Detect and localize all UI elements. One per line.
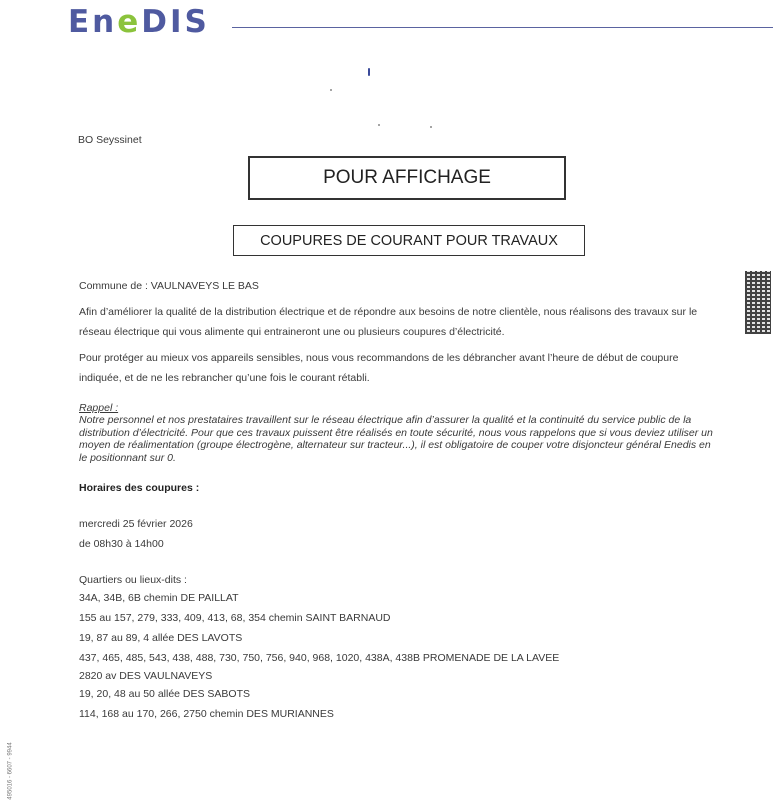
scan-speck — [330, 89, 332, 91]
enedis-logo — [68, 4, 210, 40]
logo-text-2: e — [117, 4, 142, 40]
list-item: 2820 av DES VAULNAVEYS — [79, 670, 213, 682]
quartiers-label: Quartiers ou lieux-dits : — [79, 574, 187, 586]
header-rule — [232, 27, 773, 28]
rappel-label: Rappel : — [79, 402, 119, 414]
outage-date: mercredi 25 février 2026 — [79, 518, 193, 530]
scan-speck — [378, 124, 380, 126]
page-title: POUR AFFICHAGE — [323, 167, 491, 188]
paragraph-protection: Pour protéger au mieux vos appareils sensibles, nous vous recommandons de les débrancher avant l’heure de début de coupure indiquée, et de ne les rebrancher qu’une fois le courant rétabli. — [79, 352, 679, 384]
side-reference-code: 495016 - 6607 - 9944 — [7, 742, 14, 800]
list-item: 114, 168 au 170, 266, 2750 chemin DES MURIANNES — [79, 708, 334, 720]
qr-code — [745, 271, 771, 334]
paragraph-intro: Afin d’améliorer la qualité de la distribution électrique et de répondre aux besoins de notre clientèle, nous réalisons des travaux sur le réseau électrique qui vous alimente qui entraineront une ou plusieurs coupures d’électricité. — [79, 306, 698, 338]
outage-time: de 08h30 à 14h00 — [79, 538, 164, 550]
logo-text-1: En — [68, 4, 118, 40]
list-item: 155 au 157, 279, 333, 409, 413, 68, 354 chemin SAINT BARNAUD — [79, 612, 391, 624]
scan-speck — [430, 126, 432, 128]
logo-text-3: DIS — [141, 4, 210, 40]
rappel-text: Notre personnel et nos prestataires travaillent sur le réseau électrique afin d’assurer la qualité et la continuité du service public de la distribution d’électricité. Pour que ces travaux puissent être réalisés en toute sécurité, nous vous rappelons que si vous deviez utiliser un moyen de réalimentation (groupe électrogène, alternateur sur tracteur...), il est obligatoire de couper votre disjoncteur général Enedis en le positionnant sur 0. — [79, 414, 713, 464]
office-name: BO Seyssinet — [78, 134, 142, 146]
commune: Commune de : VAULNAVEYS LE BAS — [79, 280, 259, 292]
title-box — [248, 156, 566, 200]
list-item: 34A, 34B, 6B chemin DE PAILLAT — [79, 592, 239, 604]
page-subtitle: COUPURES DE COURANT POUR TRAVAUX — [260, 232, 558, 249]
list-item: 19, 87 au 89, 4 allée DES LAVOTS — [79, 632, 243, 644]
subtitle-box — [233, 225, 585, 256]
list-item: 19, 20, 48 au 50 allée DES SABOTS — [79, 688, 251, 700]
horaires-label: Horaires des coupures : — [79, 482, 200, 494]
list-item: 437, 465, 485, 543, 438, 488, 730, 750, 756, 940, 968, 1020, 438A, 438B PROMENADE DE LA LAVEE — [79, 652, 560, 664]
scan-speck — [368, 68, 370, 76]
